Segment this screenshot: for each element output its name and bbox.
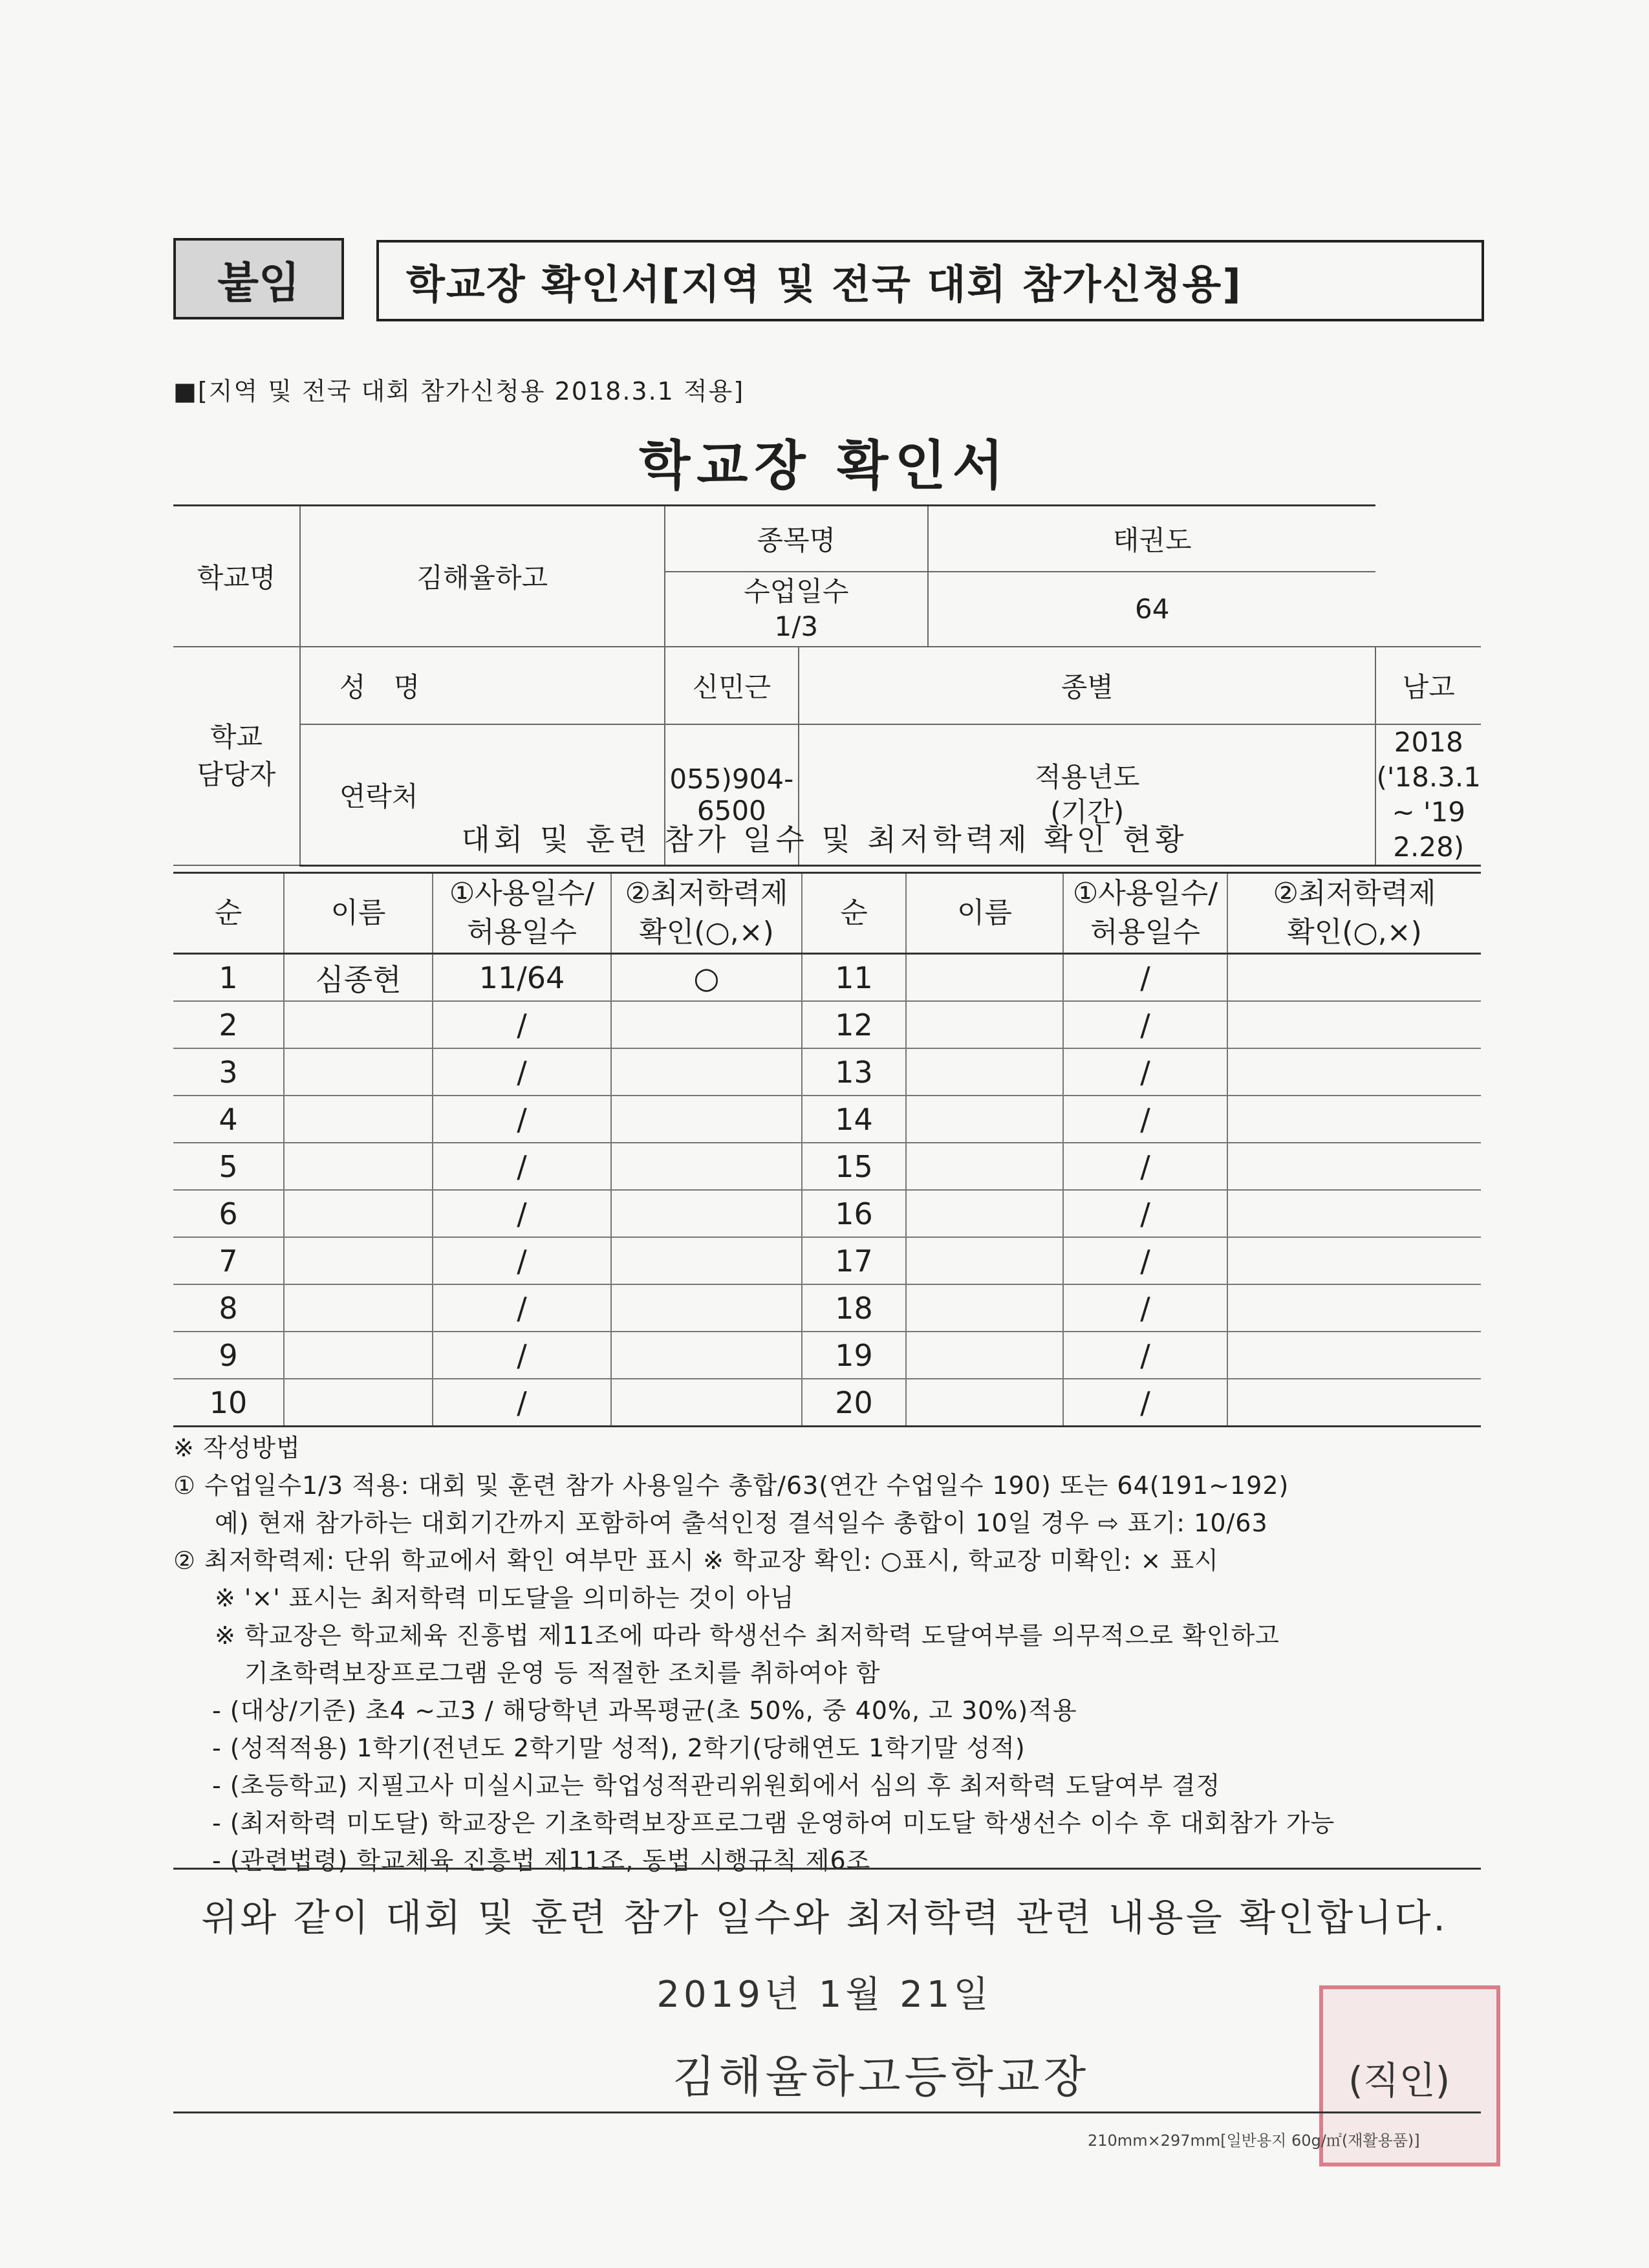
table-row <box>173 1001 1481 1048</box>
divider-bottom <box>173 2111 1481 2113</box>
school-info-table <box>173 504 1481 867</box>
detail-below-minimum: - (최저학력 미도달) 학교장은 기초학력보장프로그램 운영하여 미도달 학생선수 이수 후 대회참가 가능 <box>212 1809 1335 1837</box>
col-days-left <box>433 873 611 954</box>
days-used: / <box>1063 1096 1227 1143</box>
manager-contact-label: 연락처 <box>300 724 665 866</box>
school-name-value: 김해율하고 <box>300 506 665 647</box>
athlete-name <box>284 1379 433 1427</box>
athlete-name <box>284 1048 433 1096</box>
athlete-name <box>284 1096 433 1143</box>
days-used: / <box>1063 1001 1227 1048</box>
athlete-name <box>906 1237 1063 1284</box>
athlete-name <box>284 1190 433 1237</box>
minimum-check <box>611 1379 802 1427</box>
col-check-left <box>611 873 802 954</box>
detail-grade-application: - (성적적용) 1학기(전년도 2학기말 성적), 2학기(당해연도 1학기말 성적) <box>212 1734 1026 1762</box>
row-number: 20 <box>802 1379 906 1427</box>
row-number: 7 <box>173 1237 284 1284</box>
row-number: 16 <box>802 1190 906 1237</box>
days-used: / <box>1063 1190 1227 1237</box>
class-days-label <box>665 572 928 647</box>
applicable-year-label-line1: 적용년도 <box>1035 761 1140 793</box>
detail-elementary: - (초등학교) 지필고사 미실시교는 학업성적관리위원회에서 심의 후 최저학력 도달여부 결정 <box>212 1771 1221 1800</box>
event-label: 종목명 <box>665 506 928 572</box>
instructions-heading: ※ 작성방법 <box>173 1434 301 1462</box>
col-check-left-line2: 확인(○,×) <box>639 916 774 949</box>
instruction-1-example: 예) 현재 참가하는 대회기간까지 포함하여 출석인정 결석일수 총합이 10일 경우 ⇨ 표기: 10/63 <box>215 1509 1268 1537</box>
participation-section-title: 대회 및 훈련 참가 일수 및 최저학력제 확인 현황 <box>461 822 1188 857</box>
attachment-tag: 붙임 <box>173 238 344 319</box>
row-number: 19 <box>802 1332 906 1379</box>
athlete-name <box>284 1284 433 1332</box>
athlete-name <box>906 1096 1063 1143</box>
athlete-name <box>906 1048 1063 1096</box>
minimum-check <box>611 1332 802 1379</box>
athlete-name <box>906 1190 1063 1237</box>
manager-name-label: 성 명 <box>300 647 665 724</box>
school-manager-label-line1: 학교 <box>210 720 263 753</box>
days-used: / <box>433 1190 611 1237</box>
minimum-check <box>611 1048 802 1096</box>
applicability-note: ■[지역 및 전국 대회 참가신청용 2018.3.1 적용] <box>173 377 745 405</box>
minimum-check <box>1227 1379 1481 1427</box>
participation-table-header <box>173 873 1481 954</box>
instruction-2-note-c: 기초학력보장프로그램 운영 등 적절한 조치를 취하여야 함 <box>244 1659 881 1687</box>
days-used: / <box>433 1096 611 1143</box>
minimum-check <box>611 1001 802 1048</box>
athlete-name <box>284 1143 433 1190</box>
table-row <box>173 1284 1481 1332</box>
athlete-name <box>906 954 1063 1002</box>
applicable-year-value-line1: 2018 <box>1394 726 1463 758</box>
row-number: 3 <box>173 1048 284 1096</box>
row-number: 9 <box>173 1332 284 1379</box>
applicable-period-value: ('18.3.1 ~ '19 2.28) <box>1376 761 1481 863</box>
col-check-right-line1: ②최저학력제 <box>1273 877 1436 910</box>
athlete-name <box>906 1143 1063 1190</box>
col-check-right <box>1227 873 1481 954</box>
col-name-right: 이름 <box>906 873 1063 954</box>
days-used: / <box>1063 1379 1227 1427</box>
participation-table <box>173 872 1481 1427</box>
days-used: / <box>433 1284 611 1332</box>
days-used: / <box>1063 1237 1227 1284</box>
col-no-right: 순 <box>802 873 906 954</box>
athlete-name <box>906 1284 1063 1332</box>
row-number: 17 <box>802 1237 906 1284</box>
instruction-2-note-a: ※ '×' 표시는 최저학력 미도달을 의미하는 것이 아님 <box>215 1584 795 1612</box>
document-header-title: 학교장 확인서[지역 및 전국 대회 참가신청용] <box>376 240 1484 321</box>
class-days-label-line1: 수업일수 <box>744 575 849 607</box>
row-number: 4 <box>173 1096 284 1143</box>
col-days-right-line2: 허용일수 <box>1090 916 1200 949</box>
instructions <box>173 1429 1493 1879</box>
days-used: / <box>433 1001 611 1048</box>
minimum-check <box>1227 1332 1481 1379</box>
days-used: / <box>433 1143 611 1190</box>
days-used: 11/64 <box>433 954 611 1002</box>
minimum-check <box>1227 1284 1481 1332</box>
page-title: 학교장 확인서 <box>639 435 1010 497</box>
category-value: 남고 <box>1375 647 1481 724</box>
days-used: / <box>1063 1143 1227 1190</box>
seal-label: (직인) <box>1348 2058 1450 2102</box>
detail-target: - (대상/기준) 초4 ~고3 / 해당학년 과목평균(초 50%, 중 40%, 고 30%)적용 <box>212 1696 1077 1725</box>
minimum-check <box>1227 1237 1481 1284</box>
athlete-name <box>906 1332 1063 1379</box>
table-row <box>173 1332 1481 1379</box>
instruction-2: ② 최저학력제: 단위 학교에서 확인 여부만 표시 ※ 학교장 확인: ○표시, 학교장 미확인: × 표시 <box>173 1546 1219 1575</box>
instruction-2-note-b: ※ 학교장은 학교체육 진흥법 제11조에 따라 학생선수 최저학력 도달여부를 의무적으로 확인하고 <box>215 1621 1280 1650</box>
row-number: 6 <box>173 1190 284 1237</box>
minimum-check <box>611 1143 802 1190</box>
row-number: 5 <box>173 1143 284 1190</box>
instruction-1: ① 수업일수1/3 적용: 대회 및 훈련 참가 사용일수 총합/63(연간 수업일수 190) 또는 64(191~192) <box>173 1471 1289 1500</box>
col-days-left-line1: ①사용일수/ <box>449 877 595 910</box>
row-number: 10 <box>173 1379 284 1427</box>
row-number: 1 <box>173 954 284 1002</box>
minimum-check <box>611 1096 802 1143</box>
row-number: 12 <box>802 1001 906 1048</box>
minimum-check <box>1227 1190 1481 1237</box>
col-days-right-line1: ①사용일수/ <box>1072 877 1218 910</box>
minimum-check <box>1227 1096 1481 1143</box>
class-days-value: 64 <box>928 572 1376 647</box>
minimum-check <box>1227 1143 1481 1190</box>
col-check-right-line2: 확인(○,×) <box>1287 916 1422 949</box>
athlete-name <box>284 1001 433 1048</box>
issue-date: 2019년 1월 21일 <box>656 1974 993 2016</box>
minimum-check <box>1227 954 1481 1002</box>
minimum-check <box>1227 1001 1481 1048</box>
row-number: 15 <box>802 1143 906 1190</box>
days-used: / <box>433 1332 611 1379</box>
table-row <box>173 1048 1481 1096</box>
table-row <box>173 1190 1481 1237</box>
days-used: / <box>433 1237 611 1284</box>
applicable-year-label-line2: (기간) <box>1050 795 1125 828</box>
athlete-name: 심종현 <box>284 954 433 1002</box>
row-number: 13 <box>802 1048 906 1096</box>
athlete-name <box>906 1001 1063 1048</box>
divider-top <box>173 1868 1481 1870</box>
row-number: 2 <box>173 1001 284 1048</box>
minimum-check <box>1227 1048 1481 1096</box>
days-used: / <box>1063 1048 1227 1096</box>
col-name-left: 이름 <box>284 873 433 954</box>
detail-related-law: - (관련법령) 학교체육 진흥법 제11조, 동법 시행규칙 제6조 <box>212 1846 871 1875</box>
col-check-left-line1: ②최저학력제 <box>625 877 788 910</box>
school-manager-label-line2: 담당자 <box>197 758 276 790</box>
minimum-check: ○ <box>611 954 802 1002</box>
confirmation-statement: 위와 같이 대회 및 훈련 참가 일수와 최저학력 관련 내용을 확인합니다. <box>201 1895 1448 1939</box>
principal-signature: 김해율하고등학교장 <box>673 2052 1090 2103</box>
days-used: / <box>1063 1332 1227 1379</box>
col-days-left-line2: 허용일수 <box>466 916 577 949</box>
minimum-check <box>611 1284 802 1332</box>
table-row <box>173 1237 1481 1284</box>
row-number: 11 <box>802 954 906 1002</box>
table-row <box>173 1379 1481 1427</box>
paper-spec-footnote: 210mm×297mm[일반용지 60g/㎡(재활용품)] <box>1088 2132 1420 2150</box>
row-number: 14 <box>802 1096 906 1143</box>
athlete-name <box>284 1332 433 1379</box>
athlete-name <box>284 1237 433 1284</box>
manager-contact-value: 055)904-6500 <box>665 724 799 866</box>
days-used: / <box>1063 954 1227 1002</box>
athlete-name <box>906 1379 1063 1427</box>
category-label: 종별 <box>799 647 1375 724</box>
days-used: / <box>433 1379 611 1427</box>
event-value: 태권도 <box>928 506 1376 572</box>
days-used: / <box>433 1048 611 1096</box>
table-row <box>173 1096 1481 1143</box>
days-used: / <box>1063 1284 1227 1332</box>
table-row <box>173 954 1481 1002</box>
row-number: 18 <box>802 1284 906 1332</box>
class-days-label-line2: 1/3 <box>774 610 819 642</box>
minimum-check <box>611 1190 802 1237</box>
col-days-right <box>1063 873 1227 954</box>
table-row <box>173 1143 1481 1190</box>
minimum-check <box>611 1237 802 1284</box>
school-name-label: 학교명 <box>173 506 300 647</box>
manager-name-value: 신민근 <box>665 647 799 724</box>
col-no-left: 순 <box>173 873 284 954</box>
row-number: 8 <box>173 1284 284 1332</box>
